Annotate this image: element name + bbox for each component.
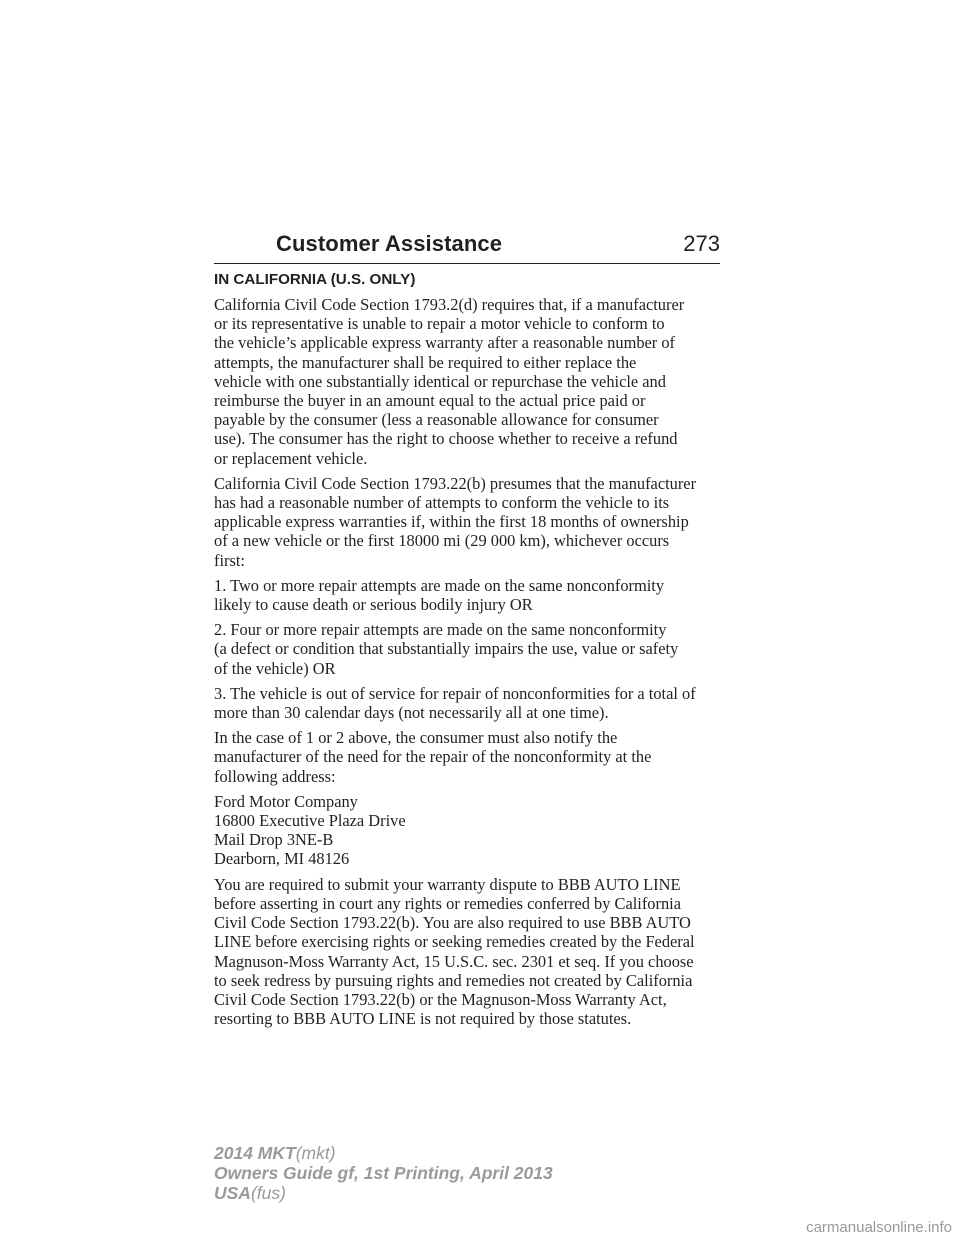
watermark: carmanualsonline.info [806, 1219, 952, 1236]
paragraph-presumption: California Civil Code Section 1793.22(b) presumes that the manufacturer has had a reasonable number of attempts to conform the vehicle to its applicable express warranties if, within the first 18 months of ownership of a new vehicle or the first 18000 mi (29 000 km), whichever occurs first: [214, 473, 697, 570]
page-title: Customer Assistance [276, 231, 503, 256]
page-footer [214, 1143, 553, 1203]
page-header [214, 227, 720, 264]
footer-model-code: (mkt) [295, 1143, 336, 1163]
list-item-condition-3: 3. The vehicle is out of service for repair of nonconformities for a total of more than 30 calendar days (not necessarily all at one time). [214, 683, 696, 723]
footer-market-code: (fus) [250, 1183, 286, 1203]
section-heading: IN CALIFORNIA (U.S. ONLY) [214, 271, 416, 288]
footer-model: 2014 MKT [214, 1143, 296, 1163]
page-number: 273 [683, 231, 720, 256]
mailing-address: Ford Motor Company 16800 Executive Plaza Drive Mail Drop 3NE-B Dearborn, MI 48126 [214, 791, 406, 869]
footer-line-market [214, 1183, 553, 1203]
paragraph-replacement-requirement: California Civil Code Section 1793.2(d) requires that, if a manufacturer or its representative is unable to repair a motor vehicle to conform to the vehicle’s applicable express warranty after a reasonable number of attempts, the manufacturer shall be required to either replace the vehicle with one substantially identical or repurchase the vehicle and reimburse the buyer in an amount equal to the actual price paid or payable by the consumer (less a reasonable allowance for consumer use). The consumer has the right to choose whether to receive a refund or replacement vehicle. [214, 295, 685, 468]
page-content [214, 270, 724, 1034]
list-item-condition-1: 1. Two or more repair attempts are made on the same nonconformity likely to cause death or serious bodily injury OR [214, 575, 665, 615]
paragraph-bbb-auto-line: You are required to submit your warranty dispute to BBB AUTO LINE before asserting in court any rights or remedies conferred by California Civil Code Section 1793.22(b). You are also required to use BBB AUTO LINE before exercising rights or seeking remedies created by the Federal Magnuson-Moss Warranty Act, 15 U.S.C. sec. 2301 et seq. If you choose to seek redress by pursuing rights and remedies not created by California Civil Code Section 1793.22(b) or the Magnuson-Moss Warranty Act, resorting to BBB AUTO LINE is not required by those statutes. [214, 874, 695, 1029]
list-item-condition-2: 2. Four or more repair attempts are made on the same nonconformity (a defect or condition that substantially impairs the use, value or safety of the vehicle) OR [214, 620, 679, 678]
footer-line-model [214, 1143, 553, 1163]
footer-guide-info: Owners Guide gf, 1st Printing, April 2013 [214, 1163, 553, 1183]
footer-market: USA [214, 1183, 251, 1203]
paragraph-notify: In the case of 1 or 2 above, the consumer must also notify the manufacturer of the need for the repair of the nonconformity at the following address: [214, 728, 652, 786]
